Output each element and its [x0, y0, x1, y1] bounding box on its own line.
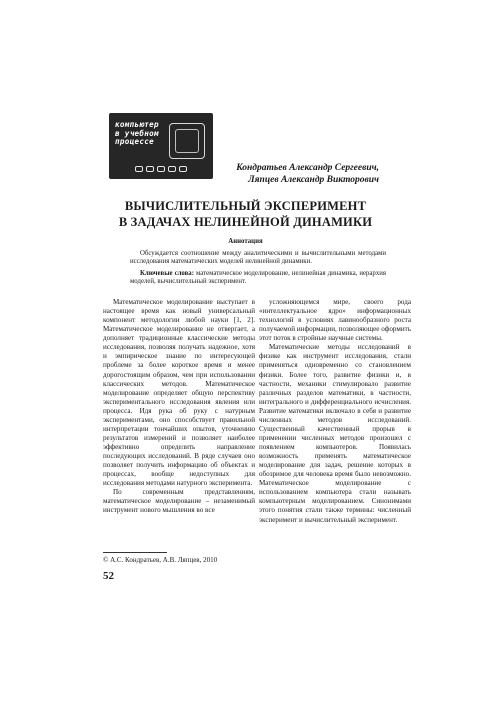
title-line: В ЗАДАЧАХ НЕЛИНЕЙНОЙ ДИНАМИКИ: [118, 215, 373, 229]
body-column-right: [259, 298, 411, 525]
title-line: ВЫЧИСЛИТЕЛЬНЫЙ ЭКСПЕРИМЕНТ: [124, 199, 367, 213]
section-logo-text: [115, 121, 185, 147]
authors: [236, 162, 379, 186]
abstract-heading: Аннотация: [228, 238, 263, 245]
logo-line: в учебном: [115, 128, 159, 138]
keywords: [130, 270, 386, 287]
keyboard-icon: [135, 166, 187, 172]
body-column-left: [103, 298, 255, 516]
article-title: [0, 198, 491, 230]
logo-line: компьютер: [115, 120, 159, 129]
section-logo: [109, 113, 213, 179]
paragraph: Математические методы исследований в физике как инструмент исследования, стали применяться одновременно со становлением физики. Более того, развитие физики и, в частности, механики стимулировало развитие различных разделов математики, в частности, интегрального и дифференциального исчисления. Развитие математики включало в себя и развитие численных методов исследований. Существенный качественный прорыв в применении численных методов произошел с появлением компьютеров. Появилась возможность применять математическое моделирование для задач, решение которых в обозримое для человека время было невозможно. Математическое моделирование с использованием компьютера стали называть компьютерным моделированием. Синонимами этого понятия стали также термины: численный эксперимент и вычислительный эксперимент.: [259, 343, 411, 524]
abstract-text: Обсуждается соотношение между аналитическими и вычислительными методами исследования математических моделей нелинейной динамики.: [130, 250, 386, 266]
author-name: Кондратьев Александр Сергеевич,: [236, 163, 379, 173]
paragraph: усложняющемся мире, своего рода «интеллектуальное ядро» информационных технологий в условиях лавинообразного роста получаемой информации, позволяющее оформить этот поток в стройные научные системы.: [259, 298, 411, 343]
footnote-divider: [103, 552, 167, 553]
paragraph: Математическое моделирование выступает в настоящее время как новый универсальный компонент методологии любой науки [1, 2]. Математическое моделирование не отвергает, а дополняет традиционные классические методы исследования, позволяя получать надежное, хотя и эмпирическое знание по интересующей проблеме за более короткое время и менее дорогостоящим образом, чем при использовании классических методов. Математическое моделирование определяет общую перспективу экспериментального исследования явления или процесса. Идя рука об руку с натурным экспериментами, оно способствует правильной интерпретации тончайших опытов, уточнению результатов измерений и позволяет наиболее эффективно определить направление последующих исследований. В ряде случаев оно позволяет получить информацию об объектах и процессах, вообще недоступных для исследования методами натурного эксперимента.: [103, 298, 255, 488]
logo-line: процессе: [115, 137, 154, 147]
author-name: Ляпцев Александр Викторович: [248, 175, 379, 185]
keywords-label: Ключевые слова:: [140, 270, 194, 277]
copyright: © А.С. Кондратьев, А.В. Ляпцев, 2010: [103, 556, 218, 564]
page-number: 52: [103, 570, 114, 582]
keywords-text: математическое моделирование, нелинейная динамика, иерархия моделей, вычислительный эксперимент.: [130, 270, 386, 286]
paragraph: По современным представлениям, математическое моделирование – незаменимый инструмент нового мышления во все: [103, 488, 255, 515]
